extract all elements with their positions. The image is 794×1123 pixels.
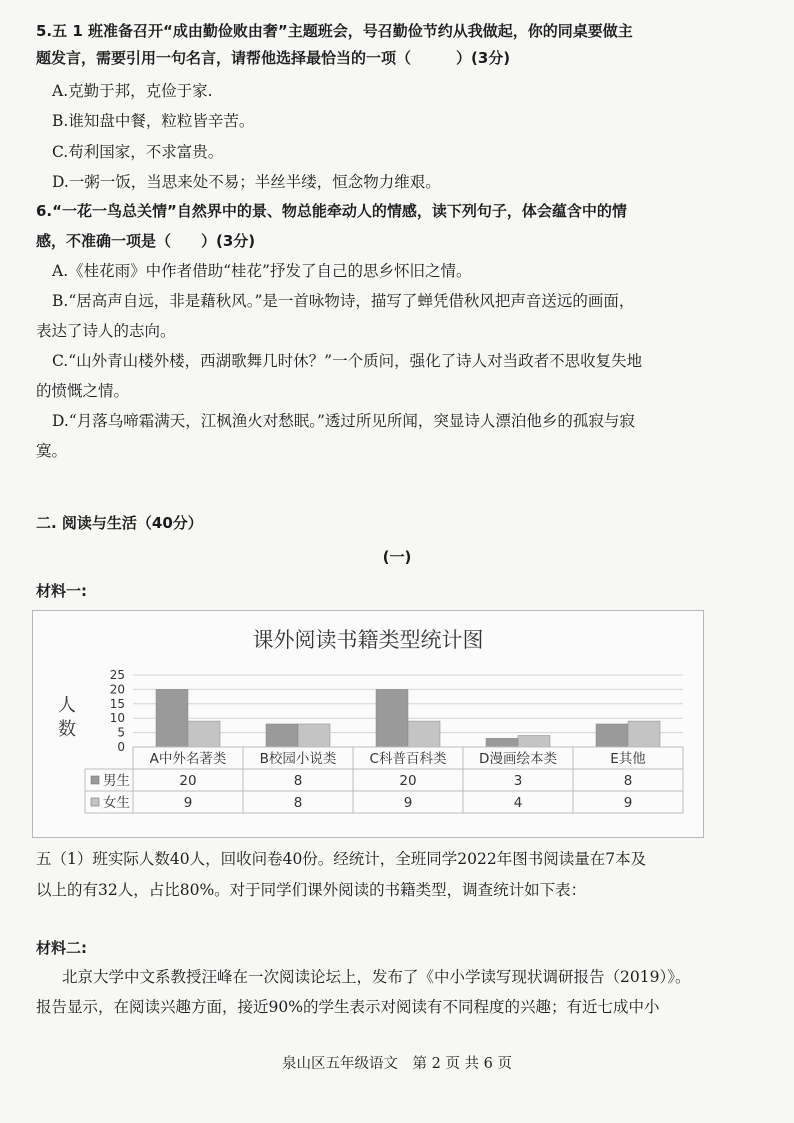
- chart-title: 课外阅读书籍类型统计图: [252, 628, 484, 652]
- q5-stem-line1: 5.五 1 班准备召开“成由勤俭败由奢”主题班会，号召勤俭节约从我做起，你的同桌要做主: [36, 22, 633, 40]
- chart-bar: [298, 724, 330, 747]
- chart-data-label: 20: [179, 773, 197, 789]
- chart-category-label: B校园小说类: [259, 751, 337, 767]
- chart-category-label: D漫画绘本类: [479, 751, 557, 767]
- bar-chart: [32, 610, 704, 838]
- section-2-title: 二. 阅读与生活（40分）: [36, 514, 203, 532]
- chart-data-label: 9: [403, 795, 413, 811]
- chart-ytick-label: 10: [109, 711, 125, 726]
- q6-option-b-line2: 表达了诗人的志向。: [36, 322, 176, 340]
- chart-data-label: 8: [293, 795, 303, 811]
- q5-option-c: C.苟利国家，不求富贵。: [52, 143, 224, 161]
- chart-ytick-label: 0: [117, 740, 125, 754]
- q6-option-a: A.《桂花雨》中作者借助“桂花”抒发了自己的思乡怀旧之情。: [52, 262, 472, 280]
- chart-ylabel-char: 数: [58, 719, 76, 740]
- chart-category-label: C科普百科类: [369, 751, 447, 767]
- chart-data-label: 9: [183, 795, 193, 811]
- chart-bar: [518, 735, 550, 747]
- q6-option-c-line1: C.“山外青山楼外楼，西湖歌舞几时休？”一个质问，强化了诗人对当政者不思收复失地: [52, 352, 643, 370]
- chart-category-label: A中外名著类: [149, 751, 227, 767]
- q5-option-a: A.克勤于邦，克俭于家.: [52, 82, 213, 100]
- part-1-heading: (一): [382, 548, 412, 566]
- chart-data-label: 8: [623, 773, 633, 789]
- chart-category-label: E其他: [610, 751, 646, 767]
- chart-bar: [596, 724, 628, 747]
- chart-legend-swatch: [91, 776, 99, 784]
- material-2-para-line2: 报告显示，在阅读兴趣方面，接近90%的学生表示对阅读有不同程度的兴趣；有近七成中小: [36, 998, 660, 1016]
- q6-option-d-line2: 寞。: [36, 442, 68, 460]
- q6-stem-line2: 感，不准确一项是（ ）(3分): [36, 232, 256, 250]
- chart-bar: [486, 738, 518, 747]
- material-1-label: 材料一:: [36, 582, 87, 600]
- chart-bar: [408, 721, 440, 747]
- chart-ytick-label: 20: [109, 682, 125, 697]
- chart-bar: [376, 689, 408, 747]
- q6-option-d-line1: D.“月落乌啼霜满天，江枫渔火对愁眠。”透过所见所闻，突显诗人漂泊他乡的孤寂与寂: [52, 412, 635, 430]
- page-footer: 泉山区五年级语文 第 2 页 共 6 页: [282, 1056, 512, 1072]
- q6-option-c-line2: 的愤慨之情。: [36, 382, 130, 400]
- chart-bar: [156, 689, 188, 747]
- chart-legend-label: 男生: [103, 773, 130, 789]
- chart-ytick-label: 15: [109, 696, 125, 711]
- chart-data-label: 9: [623, 795, 633, 811]
- chart-ytick-label: 25: [109, 668, 125, 682]
- chart-data-label: 8: [293, 773, 303, 789]
- chart-bar: [628, 721, 660, 747]
- chart-legend-swatch: [91, 798, 99, 806]
- material-2-para-line1: 北京大学中文系教授汪峰在一次阅读论坛上，发布了《中小学读写现状调研报告（2019）》。: [62, 968, 691, 986]
- chart-legend-label: 女生: [103, 795, 130, 811]
- q5-option-b: B.谁知盘中餐，粒粒皆辛苦。: [52, 112, 255, 130]
- q5-stem-line2: 题发言，需要引用一句名言，请帮他选择最恰当的一项（ ）(3分): [36, 49, 511, 67]
- chart-ytick-label: 5: [117, 725, 125, 740]
- material-2-label: 材料二:: [36, 939, 87, 957]
- chart-data-label: 20: [399, 773, 417, 789]
- chart-data-label: 4: [513, 795, 523, 811]
- bar-chart-svg: [33, 611, 703, 837]
- chart-data-label: 3: [513, 773, 523, 789]
- chart-ylabel-char: 人: [58, 695, 76, 716]
- chart-bar: [266, 724, 298, 747]
- q6-stem-line1: 6.“一花一鸟总关情”自然界中的景、物总能牵动人的情感，读下列句子，体会蕴含中的情: [36, 202, 627, 220]
- q5-option-d: D.一粥一饭，当思来处不易；半丝半缕，恒念物力维艰。: [52, 173, 441, 191]
- material-1-desc-line2: 以上的有32人，占比80%。对于同学们课外阅读的书籍类型，调查统计如下表：: [36, 881, 587, 899]
- material-1-desc-line1: 五（1）班实际人数40人，回收问卷40份。经统计，全班同学2022年图书阅读量在7本及: [36, 850, 647, 868]
- chart-bar: [188, 721, 220, 747]
- q6-option-b-line1: B.“居高声自远，非是藉秋风。”是一首咏物诗，描写了蝉凭借秋风把声音送远的画面，: [52, 292, 635, 310]
